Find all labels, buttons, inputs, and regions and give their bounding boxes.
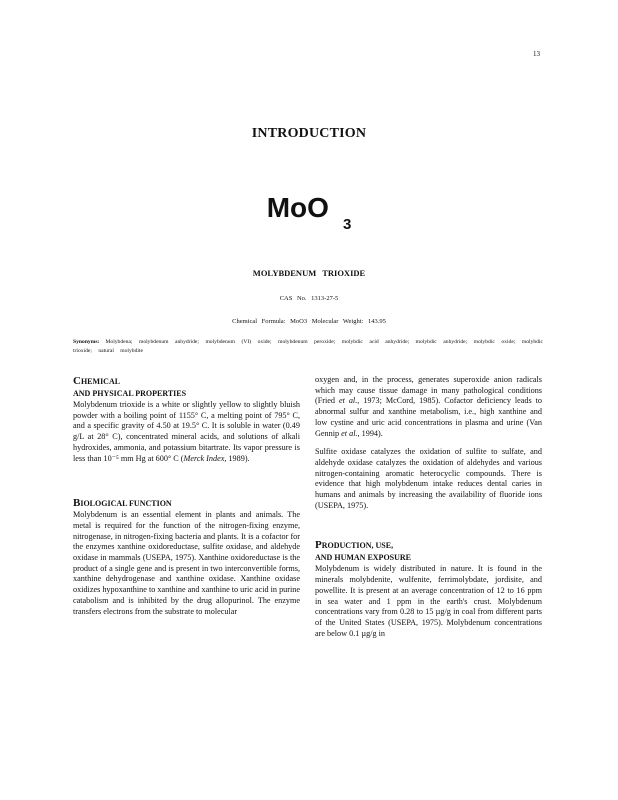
formula-subscript: 3 [342,216,352,233]
paragraph-production: Molybdenum is widely distributed in nature. It is found in the minerals molybdenite, wulfenite, ferrimolybdate, jordisite, and powellite. It is present at an average concentration of 12 to 16 ppm in sea water and 1 ppm in the earth's crust. Molybdenum concentrations vary from 0.28 to 15 µg/g in coal from different parts of the United States (USEPA, 1975). Molybdenum concentrations are below 0.1 µg/g in [315,564,542,638]
heading-biological-function: BIOLOGICAL FUNCTION [73,497,172,510]
heading-chemical-properties: CHEMICAL AND PHYSICAL PROPERTIES [73,375,187,398]
left-column [73,375,300,617]
synonyms [73,338,543,355]
chemical-name: MOLYBDENUM TRIOXIDE [252,268,366,278]
synonyms-label: Synonyms: [73,339,100,345]
formula-base: MoO [266,192,329,223]
synonyms-text: Molybdena; molybdenum anhydride; molybdenum (VI) oxide; molybdenum peroxide; molybdic acid anhydride; molybdic anhydride; molybdic oxide; molybdic trioxide; natural molybdite [73,339,543,354]
page-number: 13 [533,50,540,58]
paragraph-right-2: Sulfite oxidase catalyzes the oxidation of sulfite to sulfate, and aldehyde oxidase catalyzes the oxidation of aldehydes and various nitrogen-containing aromatic heterocyclic compounds. There is evidence that high molybdenum intake reduces dental caries in humans and animals by increasing the availability of fluoride ions (USEPA, 1975). [315,447,542,510]
paragraph-chemical-properties: Molybdenum trioxide is a white or slightly yellow to slightly bluish powder with a boiling point of 1155° C, a melting point of 795° C, and a specific gravity of 4.50 at 19.5° C. It is soluble in water (0.49 g/L at 28° C), concentrated mineral acids, and solutions of alkali hydroxides, ammonia, and potassium bitartrate. Its vapor pressure is less than 10⁻⁵ mm Hg at 600° C (Merck Index, 1989). [73,400,300,463]
heading-production: PRODUCTION, USE, AND HUMAN EXPOSURE [315,539,412,563]
cas-number: CAS No. 1313-27-5 [279,295,339,302]
formula-weight: Chemical Formula: MoO3 Molecular Weight: 143.95 [232,318,386,325]
section-title: INTRODUCTION [251,126,367,141]
right-column [315,375,542,639]
paragraph-right-1: oxygen and, in the process, generates superoxide anion radicals which may cause tissue damage in many pathological conditions (Fried et al., 1973; McCord, 1985). Cofactor deficiency leads to abnormal sulfur and xanthine metabolism, i.e., high xanthine and low cystine and uric acid concentrations in plasma and urine (Van Gennip et al., 1994). [315,375,542,438]
chemical-formula [0,192,618,233]
paragraph-biological-function: Molybdenum is an essential element in plants and animals. The metal is required for the function of the nitrogen-fixing enzyme, nitrogenase, in nitrogen-fixing bacteria and plants. It is a cofactor for the enzymes xanthine oxidoreductase, sulfite oxidase, and aldehyde oxidase in mammals (USEPA, 1975). Xanthine oxidoreductase is the product of a single gene and is present in two interconvertible forms, xanthine dehydrogenase and xanthine oxidase. Xanthine oxidase oxidizes hypoxanthine to xanthine and xanthine to uric acid in purine catabolism and is inhibited by the drug allopurinol. The enzyme transfers electrons from the substrate to molecular [73,510,300,616]
